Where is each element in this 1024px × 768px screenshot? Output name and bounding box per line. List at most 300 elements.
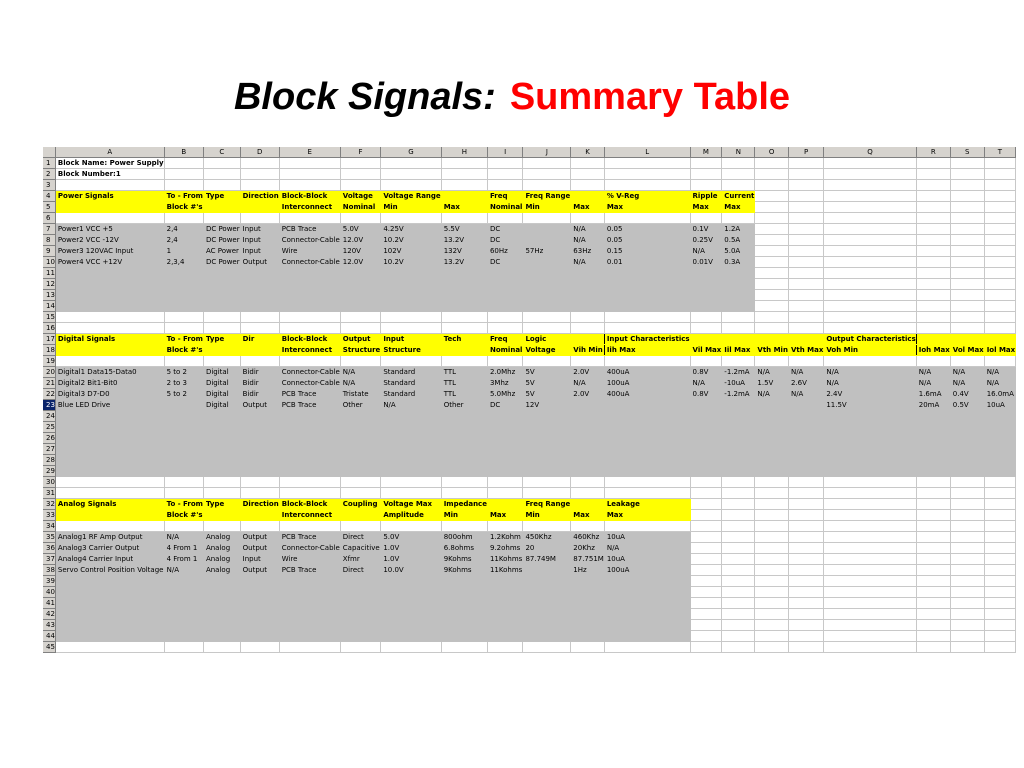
cell-j19[interactable] — [523, 356, 571, 367]
cell-l12[interactable] — [604, 279, 690, 290]
cell-n25[interactable] — [722, 422, 755, 433]
cell-f1[interactable] — [340, 158, 381, 169]
cell-m28[interactable] — [690, 455, 722, 466]
cell-s14[interactable] — [950, 301, 984, 312]
cell-r41[interactable] — [916, 598, 950, 609]
cell-r3[interactable] — [916, 180, 950, 191]
cell-s35[interactable] — [950, 532, 984, 543]
cell-n13[interactable] — [722, 290, 755, 301]
cell-g25[interactable] — [381, 422, 441, 433]
cell-d37[interactable]: Input — [240, 554, 279, 565]
cell-q20[interactable]: N/A — [824, 367, 916, 378]
cell-d6[interactable] — [240, 213, 279, 224]
cell-c5[interactable] — [203, 202, 240, 213]
column-header-t[interactable]: T — [984, 147, 1015, 158]
cell-o40[interactable] — [755, 587, 789, 598]
column-header-h[interactable]: H — [441, 147, 487, 158]
cell-j26[interactable] — [523, 433, 571, 444]
cell-h3[interactable] — [441, 180, 487, 191]
cell-l34[interactable] — [604, 521, 690, 532]
cell-n1[interactable] — [722, 158, 755, 169]
cell-o10[interactable] — [755, 257, 789, 268]
cell-j34[interactable] — [523, 521, 571, 532]
cell-g29[interactable] — [381, 466, 441, 477]
cell-n24[interactable] — [722, 411, 755, 422]
cell-b32[interactable]: To - From — [164, 499, 203, 510]
cell-h31[interactable] — [441, 488, 487, 499]
cell-c31[interactable] — [203, 488, 240, 499]
column-header-e[interactable]: E — [279, 147, 340, 158]
cell-g21[interactable]: Standard — [381, 378, 441, 389]
cell-g8[interactable]: 10.2V — [381, 235, 441, 246]
cell-m41[interactable] — [690, 598, 722, 609]
cell-b43[interactable] — [164, 620, 203, 631]
cell-d5[interactable] — [240, 202, 279, 213]
cell-l23[interactable] — [604, 400, 690, 411]
cell-s27[interactable] — [950, 444, 984, 455]
cell-b31[interactable] — [164, 488, 203, 499]
cell-t38[interactable] — [984, 565, 1015, 576]
cell-o17[interactable] — [755, 334, 789, 345]
cell-o9[interactable] — [755, 246, 789, 257]
cell-t24[interactable] — [984, 411, 1015, 422]
row-header[interactable]: 34 — [43, 521, 55, 532]
cell-i35[interactable]: 1.2Kohm — [487, 532, 522, 543]
cell-r26[interactable] — [916, 433, 950, 444]
cell-h37[interactable]: 9Kohms — [441, 554, 487, 565]
cell-q9[interactable] — [824, 246, 916, 257]
cell-c45[interactable] — [203, 642, 240, 653]
cell-t32[interactable] — [984, 499, 1015, 510]
cell-c26[interactable] — [203, 433, 240, 444]
cell-h2[interactable] — [441, 169, 487, 180]
cell-o33[interactable] — [755, 510, 789, 521]
cell-e22[interactable]: PCB Trace — [279, 389, 340, 400]
cell-i45[interactable] — [487, 642, 522, 653]
column-header-f[interactable]: F — [340, 147, 381, 158]
cell-g40[interactable] — [381, 587, 441, 598]
cell-i41[interactable] — [487, 598, 522, 609]
cell-r42[interactable] — [916, 609, 950, 620]
cell-i44[interactable] — [487, 631, 522, 642]
cell-f16[interactable] — [340, 323, 381, 334]
cell-k42[interactable] — [571, 609, 605, 620]
row-header[interactable]: 16 — [43, 323, 55, 334]
cell-e5[interactable]: Interconnect — [279, 202, 340, 213]
cell-j27[interactable] — [523, 444, 571, 455]
cell-p11[interactable] — [788, 268, 823, 279]
column-header-n[interactable]: N — [722, 147, 755, 158]
cell-k8[interactable]: N/A — [571, 235, 605, 246]
row-header[interactable]: 38 — [43, 565, 55, 576]
cell-t29[interactable] — [984, 466, 1015, 477]
cell-t11[interactable] — [984, 268, 1015, 279]
cell-s9[interactable] — [950, 246, 984, 257]
column-header-c[interactable]: C — [203, 147, 240, 158]
row-header[interactable]: 17 — [43, 334, 55, 345]
cell-r16[interactable] — [916, 323, 950, 334]
cell-b23[interactable] — [164, 400, 203, 411]
cell-j1[interactable] — [523, 158, 571, 169]
cell-n17[interactable] — [722, 334, 755, 345]
cell-b33[interactable]: Block #'s — [164, 510, 203, 521]
cell-l38[interactable]: 100uA — [604, 565, 690, 576]
cell-n42[interactable] — [722, 609, 755, 620]
cell-q45[interactable] — [824, 642, 916, 653]
cell-s8[interactable] — [950, 235, 984, 246]
cell-l39[interactable] — [604, 576, 690, 587]
cell-c18[interactable] — [203, 345, 240, 356]
cell-e35[interactable]: PCB Trace — [279, 532, 340, 543]
cell-o6[interactable] — [755, 213, 789, 224]
cell-c44[interactable] — [203, 631, 240, 642]
cell-t13[interactable] — [984, 290, 1015, 301]
cell-g22[interactable]: Standard — [381, 389, 441, 400]
cell-h39[interactable] — [441, 576, 487, 587]
cell-j7[interactable] — [523, 224, 571, 235]
cell-o4[interactable] — [755, 191, 789, 202]
cell-i43[interactable] — [487, 620, 522, 631]
row-header[interactable]: 40 — [43, 587, 55, 598]
cell-q10[interactable] — [824, 257, 916, 268]
cell-h24[interactable] — [441, 411, 487, 422]
cell-t33[interactable] — [984, 510, 1015, 521]
cell-c39[interactable] — [203, 576, 240, 587]
cell-j32[interactable]: Freq Range — [523, 499, 571, 510]
cell-e37[interactable]: Wire — [279, 554, 340, 565]
cell-c17[interactable]: Type — [203, 334, 240, 345]
cell-g2[interactable] — [381, 169, 441, 180]
cell-o14[interactable] — [755, 301, 789, 312]
cell-e30[interactable] — [279, 477, 340, 488]
cell-m11[interactable] — [690, 268, 722, 279]
cell-p39[interactable] — [788, 576, 823, 587]
cell-b15[interactable] — [164, 312, 203, 323]
cell-n37[interactable] — [722, 554, 755, 565]
cell-l21[interactable]: 100uA — [604, 378, 690, 389]
cell-b13[interactable] — [164, 290, 203, 301]
cell-c36[interactable]: Analog — [203, 543, 240, 554]
cell-j45[interactable] — [523, 642, 571, 653]
cell-p27[interactable] — [788, 444, 823, 455]
cell-r39[interactable] — [916, 576, 950, 587]
row-header[interactable]: 25 — [43, 422, 55, 433]
row-header[interactable]: 19 — [43, 356, 55, 367]
cell-c11[interactable] — [203, 268, 240, 279]
cell-k44[interactable] — [571, 631, 605, 642]
cell-p23[interactable] — [788, 400, 823, 411]
cell-d22[interactable]: Bidir — [240, 389, 279, 400]
cell-a19[interactable] — [55, 356, 164, 367]
cell-o41[interactable] — [755, 598, 789, 609]
cell-e24[interactable] — [279, 411, 340, 422]
cell-f12[interactable] — [340, 279, 381, 290]
cell-d44[interactable] — [240, 631, 279, 642]
cell-a39[interactable] — [55, 576, 164, 587]
cell-d35[interactable]: Output — [240, 532, 279, 543]
cell-c29[interactable] — [203, 466, 240, 477]
cell-h7[interactable]: 5.5V — [441, 224, 487, 235]
cell-r45[interactable] — [916, 642, 950, 653]
cell-o5[interactable] — [755, 202, 789, 213]
cell-q35[interactable] — [824, 532, 916, 543]
cell-j23[interactable]: 12V — [523, 400, 571, 411]
cell-g17[interactable]: Input — [381, 334, 441, 345]
cell-b22[interactable]: 5 to 2 — [164, 389, 203, 400]
cell-q16[interactable] — [824, 323, 916, 334]
cell-g39[interactable] — [381, 576, 441, 587]
cell-i28[interactable] — [487, 455, 522, 466]
cell-a16[interactable] — [55, 323, 164, 334]
cell-a38[interactable]: Servo Control Position Voltage — [55, 565, 164, 576]
cell-k10[interactable]: N/A — [571, 257, 605, 268]
cell-o27[interactable] — [755, 444, 789, 455]
cell-a21[interactable]: Digital2 Bit1-Bit0 — [55, 378, 164, 389]
cell-m18[interactable]: Vil Max — [690, 345, 722, 356]
cell-t34[interactable] — [984, 521, 1015, 532]
cell-k5[interactable]: Max — [571, 202, 605, 213]
cell-o11[interactable] — [755, 268, 789, 279]
cell-b3[interactable] — [164, 180, 203, 191]
cell-s1[interactable] — [950, 158, 984, 169]
row-header[interactable]: 31 — [43, 488, 55, 499]
column-header-d[interactable]: D — [240, 147, 279, 158]
cell-l1[interactable] — [604, 158, 690, 169]
cell-q37[interactable] — [824, 554, 916, 565]
cell-n5[interactable]: Max — [722, 202, 755, 213]
cell-m30[interactable] — [690, 477, 722, 488]
cell-o16[interactable] — [755, 323, 789, 334]
cell-d7[interactable]: Input — [240, 224, 279, 235]
cell-b26[interactable] — [164, 433, 203, 444]
cell-d12[interactable] — [240, 279, 279, 290]
cell-l28[interactable] — [604, 455, 690, 466]
cell-l26[interactable] — [604, 433, 690, 444]
cell-f40[interactable] — [340, 587, 381, 598]
cell-a6[interactable] — [55, 213, 164, 224]
cell-g24[interactable] — [381, 411, 441, 422]
cell-l22[interactable]: 400uA — [604, 389, 690, 400]
cell-r34[interactable] — [916, 521, 950, 532]
cell-c25[interactable] — [203, 422, 240, 433]
cell-b5[interactable]: Block #'s — [164, 202, 203, 213]
cell-j38[interactable] — [523, 565, 571, 576]
cell-k45[interactable] — [571, 642, 605, 653]
column-header-m[interactable]: M — [690, 147, 722, 158]
cell-g31[interactable] — [381, 488, 441, 499]
cell-k39[interactable] — [571, 576, 605, 587]
row-header[interactable]: 23 — [43, 400, 55, 411]
cell-b17[interactable]: To - From — [164, 334, 203, 345]
cell-h23[interactable]: Other — [441, 400, 487, 411]
cell-d41[interactable] — [240, 598, 279, 609]
row-header[interactable]: 43 — [43, 620, 55, 631]
spreadsheet-grid[interactable] — [43, 147, 1016, 682]
cell-g3[interactable] — [381, 180, 441, 191]
cell-f33[interactable] — [340, 510, 381, 521]
cell-r10[interactable] — [916, 257, 950, 268]
cell-h1[interactable] — [441, 158, 487, 169]
cell-n16[interactable] — [722, 323, 755, 334]
cell-g9[interactable]: 102V — [381, 246, 441, 257]
cell-o39[interactable] — [755, 576, 789, 587]
cell-q11[interactable] — [824, 268, 916, 279]
cell-t10[interactable] — [984, 257, 1015, 268]
cell-j31[interactable] — [523, 488, 571, 499]
cell-p32[interactable] — [788, 499, 823, 510]
cell-l24[interactable] — [604, 411, 690, 422]
cell-e44[interactable] — [279, 631, 340, 642]
cell-s30[interactable] — [950, 477, 984, 488]
cell-q1[interactable] — [824, 158, 916, 169]
cell-g36[interactable]: 1.0V — [381, 543, 441, 554]
cell-t45[interactable] — [984, 642, 1015, 653]
cell-q13[interactable] — [824, 290, 916, 301]
cell-o26[interactable] — [755, 433, 789, 444]
cell-h19[interactable] — [441, 356, 487, 367]
cell-i15[interactable] — [487, 312, 522, 323]
cell-f13[interactable] — [340, 290, 381, 301]
cell-t18[interactable]: Iol Max — [984, 345, 1015, 356]
cell-t36[interactable] — [984, 543, 1015, 554]
cell-f27[interactable] — [340, 444, 381, 455]
cell-i37[interactable]: 11Kohms — [487, 554, 522, 565]
cell-s28[interactable] — [950, 455, 984, 466]
cell-b19[interactable] — [164, 356, 203, 367]
cell-e12[interactable] — [279, 279, 340, 290]
cell-j8[interactable] — [523, 235, 571, 246]
cell-i21[interactable]: 3Mhz — [487, 378, 522, 389]
cell-s23[interactable]: 0.5V — [950, 400, 984, 411]
cell-g18[interactable]: Structure — [381, 345, 441, 356]
cell-j36[interactable]: 20 — [523, 543, 571, 554]
cell-r37[interactable] — [916, 554, 950, 565]
cell-r43[interactable] — [916, 620, 950, 631]
cell-r15[interactable] — [916, 312, 950, 323]
cell-d26[interactable] — [240, 433, 279, 444]
cell-g7[interactable]: 4.25V — [381, 224, 441, 235]
row-header[interactable]: 2 — [43, 169, 55, 180]
row-header[interactable]: 27 — [43, 444, 55, 455]
cell-o19[interactable] — [755, 356, 789, 367]
cell-o28[interactable] — [755, 455, 789, 466]
cell-p6[interactable] — [788, 213, 823, 224]
cell-l3[interactable] — [604, 180, 690, 191]
cell-k17[interactable] — [571, 334, 605, 345]
cell-q22[interactable]: 2.4V — [824, 389, 916, 400]
cell-a18[interactable] — [55, 345, 164, 356]
row-header[interactable]: 7 — [43, 224, 55, 235]
cell-h4[interactable] — [441, 191, 487, 202]
cell-e2[interactable] — [279, 169, 340, 180]
cell-s22[interactable]: 0.4V — [950, 389, 984, 400]
cell-n35[interactable] — [722, 532, 755, 543]
cell-o36[interactable] — [755, 543, 789, 554]
cell-r23[interactable]: 20mA — [916, 400, 950, 411]
cell-r30[interactable] — [916, 477, 950, 488]
cell-l10[interactable]: 0.01 — [604, 257, 690, 268]
cell-a9[interactable]: Power3 120VAC Input — [55, 246, 164, 257]
cell-c14[interactable] — [203, 301, 240, 312]
cell-p38[interactable] — [788, 565, 823, 576]
cell-p26[interactable] — [788, 433, 823, 444]
cell-p4[interactable] — [788, 191, 823, 202]
cell-m10[interactable]: 0.01V — [690, 257, 722, 268]
cell-k2[interactable] — [571, 169, 605, 180]
cell-d36[interactable]: Output — [240, 543, 279, 554]
cell-r12[interactable] — [916, 279, 950, 290]
cell-b12[interactable] — [164, 279, 203, 290]
cell-k12[interactable] — [571, 279, 605, 290]
cell-c28[interactable] — [203, 455, 240, 466]
row-header[interactable]: 45 — [43, 642, 55, 653]
cell-e28[interactable] — [279, 455, 340, 466]
cell-h28[interactable] — [441, 455, 487, 466]
cell-b24[interactable] — [164, 411, 203, 422]
cell-c3[interactable] — [203, 180, 240, 191]
cell-h9[interactable]: 132V — [441, 246, 487, 257]
cell-r32[interactable] — [916, 499, 950, 510]
cell-d3[interactable] — [240, 180, 279, 191]
row-header[interactable]: 22 — [43, 389, 55, 400]
cell-s29[interactable] — [950, 466, 984, 477]
cell-i18[interactable]: Nominal — [487, 345, 522, 356]
cell-r7[interactable] — [916, 224, 950, 235]
cell-e29[interactable] — [279, 466, 340, 477]
cell-l17[interactable]: Input Characteristics — [604, 334, 690, 345]
cell-d9[interactable]: Input — [240, 246, 279, 257]
cell-m9[interactable]: N/A — [690, 246, 722, 257]
cell-k29[interactable] — [571, 466, 605, 477]
cell-t28[interactable] — [984, 455, 1015, 466]
cell-d1[interactable] — [240, 158, 279, 169]
cell-c15[interactable] — [203, 312, 240, 323]
cell-d43[interactable] — [240, 620, 279, 631]
cell-s2[interactable] — [950, 169, 984, 180]
cell-m8[interactable]: 0.25V — [690, 235, 722, 246]
cell-p2[interactable] — [788, 169, 823, 180]
cell-n20[interactable]: -1.2mA — [722, 367, 755, 378]
row-header[interactable]: 35 — [43, 532, 55, 543]
cell-a43[interactable] — [55, 620, 164, 631]
cell-d4[interactable]: Direction — [240, 191, 279, 202]
cell-n3[interactable] — [722, 180, 755, 191]
row-header[interactable]: 21 — [43, 378, 55, 389]
cell-f39[interactable] — [340, 576, 381, 587]
cell-h5[interactable]: Max — [441, 202, 487, 213]
cell-c8[interactable]: DC Power — [203, 235, 240, 246]
cell-c2[interactable] — [203, 169, 240, 180]
cell-d31[interactable] — [240, 488, 279, 499]
cell-g37[interactable]: 1.0V — [381, 554, 441, 565]
cell-c30[interactable] — [203, 477, 240, 488]
cell-t2[interactable] — [984, 169, 1015, 180]
cell-d20[interactable]: Bidir — [240, 367, 279, 378]
cell-k6[interactable] — [571, 213, 605, 224]
cell-p34[interactable] — [788, 521, 823, 532]
cell-s36[interactable] — [950, 543, 984, 554]
cell-f38[interactable]: Direct — [340, 565, 381, 576]
cell-m12[interactable] — [690, 279, 722, 290]
cell-p15[interactable] — [788, 312, 823, 323]
cell-g27[interactable] — [381, 444, 441, 455]
cell-r40[interactable] — [916, 587, 950, 598]
cell-i3[interactable] — [487, 180, 522, 191]
cell-d30[interactable] — [240, 477, 279, 488]
cell-e18[interactable]: Interconnect — [279, 345, 340, 356]
cell-h34[interactable] — [441, 521, 487, 532]
cell-p14[interactable] — [788, 301, 823, 312]
